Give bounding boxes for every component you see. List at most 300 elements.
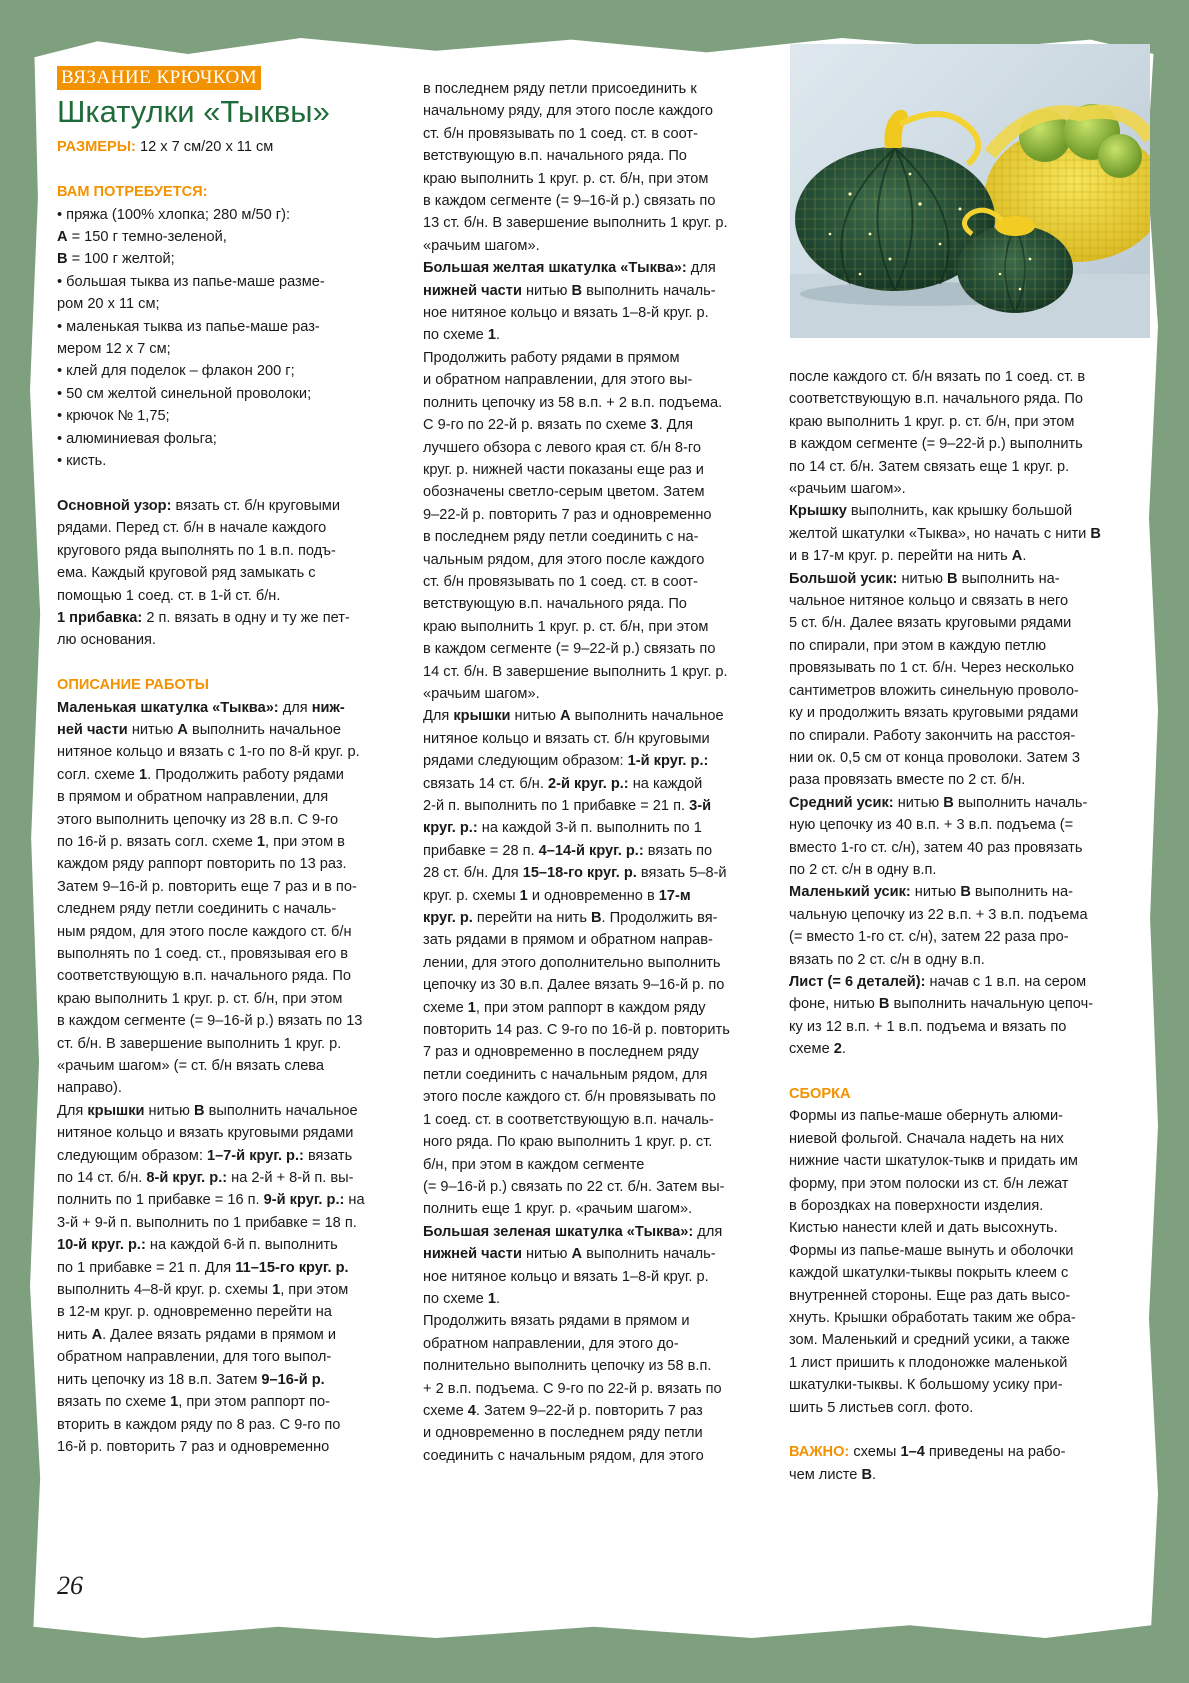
text-line <box>57 1301 387 1323</box>
text-line <box>57 383 387 405</box>
text-line <box>423 168 773 190</box>
text-line <box>789 859 1139 881</box>
text-line <box>789 545 1139 567</box>
text-line <box>57 293 387 315</box>
bold-text: ней части <box>57 721 128 738</box>
text-run: 2-й п. выполнить по 1 прибавке = 21 п. <box>423 798 690 814</box>
text-line <box>57 495 387 517</box>
text-run: краю выполнить 1 круг. р. ст. б/н, при этом <box>423 170 709 187</box>
text-line <box>423 1064 773 1086</box>
text-line <box>423 257 773 279</box>
text-run: нитяное кольцо и вязать с 1-го по 8-й круг. р. <box>57 744 360 761</box>
section-heading: СБОРКА <box>789 1085 851 1102</box>
text-line <box>423 638 773 660</box>
text-run: 1 лист пришить к плодоножке маленькой <box>789 1354 1068 1371</box>
text-line <box>423 616 773 638</box>
text-line <box>57 1077 387 1099</box>
text-run: , при этом в <box>265 833 345 850</box>
text-run: по 2 ст. с/н в одну в.п. <box>789 861 937 878</box>
bold-text: Лист (= 6 деталей): <box>789 973 926 990</box>
text-line <box>789 366 1139 388</box>
text-run: ное нитяное кольцо и вязать 1–8-й круг. р. <box>423 1268 709 1285</box>
text-line <box>789 500 1139 522</box>
text-line <box>423 1378 773 1400</box>
text-line <box>57 562 387 584</box>
bold-text: В <box>943 794 954 811</box>
text-run: • клей для поделок – флакон 200 г; <box>57 363 295 380</box>
text-run: . Затем 9–22-й р. повторить 7 раз <box>475 1402 703 1419</box>
bold-text: ниж- <box>311 699 345 716</box>
text-run: выполнить началь- <box>582 1246 716 1263</box>
text-run: 16-й р. повторить 7 раз и одновременно <box>57 1438 330 1455</box>
text-line <box>423 212 773 234</box>
text-run: вязать по <box>643 842 713 859</box>
text-run: , при этом <box>280 1282 349 1299</box>
text-run: перейти на нить <box>472 910 591 927</box>
text-run: петли соединить с начальным рядом, для <box>423 1066 708 1083</box>
bold-text: В <box>57 251 68 268</box>
text-run: направо). <box>57 1080 122 1097</box>
text-run: 13 ст. б/н. В завершение выполнить 1 круг. р. <box>423 215 728 232</box>
bold-text: А <box>57 229 68 246</box>
text-run: ниевой фольгой. Сначала надеть на них <box>789 1130 1064 1147</box>
text-run: вместо 1-го ст. с/н), затем 40 раз провязать <box>789 839 1083 856</box>
text-run: следнем ряду петли соединить с началь- <box>57 901 337 918</box>
text-run: на каждой <box>628 775 703 792</box>
text-run: выполнить начальную цепоч- <box>889 996 1094 1013</box>
text-line <box>57 1010 387 1032</box>
text-line <box>423 817 773 839</box>
text-run: схемы <box>849 1444 901 1461</box>
bold-text: В <box>861 1466 873 1483</box>
text-run: Формы из папье-маше вынуть и оболочки <box>789 1242 1074 1259</box>
text-run: 7 раз и одновременно в последнем ряду <box>423 1044 699 1061</box>
bold-text: 2-й круг. р.: <box>547 775 629 792</box>
text-line <box>57 338 387 360</box>
text-line <box>423 1019 773 1041</box>
text-line <box>57 786 387 808</box>
column-middle-body <box>423 78 773 1467</box>
text-line <box>789 792 1139 814</box>
text-run: по схеме <box>423 1290 488 1307</box>
text-run: Формы из папье-маше обернуть алюми- <box>789 1108 1064 1125</box>
bold-text: крышки <box>453 708 511 725</box>
paragraph-gap <box>57 159 387 181</box>
text-line <box>423 1176 773 1198</box>
text-run: лю основания. <box>57 632 156 649</box>
text-line <box>423 840 773 862</box>
text-line <box>789 568 1139 590</box>
text-run: ст. б/н провязывать по 1 соед. ст. в соот- <box>423 573 698 590</box>
bold-text: 3 <box>650 417 659 434</box>
text-line <box>423 661 773 683</box>
text-line <box>57 1257 387 1279</box>
text-line <box>57 1055 387 1077</box>
text-run: полнить цепочку из 58 в.п. + 2 в.п. подъема. <box>423 394 723 411</box>
text-line <box>423 705 773 727</box>
text-line <box>423 459 773 481</box>
text-run: . <box>841 1041 846 1058</box>
text-line <box>789 635 1139 657</box>
text-line <box>57 629 387 651</box>
text-run: в бороздках на поверхности изделия. <box>789 1198 1044 1215</box>
text-line <box>423 1355 773 1377</box>
paragraph-gap <box>789 1419 1139 1441</box>
text-line <box>423 1109 773 1131</box>
text-line <box>789 1397 1139 1419</box>
bold-text: 1 <box>256 833 265 850</box>
text-line <box>423 1154 773 1176</box>
text-line <box>423 1041 773 1063</box>
text-line <box>789 1083 1139 1105</box>
text-run: нии ок. 0,5 см от конца проволоки. Затем 3 <box>789 749 1080 766</box>
text-run: . <box>1022 548 1027 565</box>
text-run: • пряжа (100% хлопка; 280 м/50 г): <box>57 206 291 223</box>
text-line <box>423 392 773 414</box>
text-run: ром 20 х 11 см; <box>57 296 160 313</box>
text-run: Затем 9–16-й р. повторить еще 7 раз и в по- <box>57 878 357 895</box>
section-heading: ОПИСАНИЕ РАБОТЫ <box>57 677 209 694</box>
text-line <box>423 347 773 369</box>
text-line <box>57 1279 387 1301</box>
text-run: выполнять по 1 соед. ст., провязывая его в <box>57 945 349 962</box>
text-line <box>789 1105 1139 1127</box>
bold-text: 1–4 <box>900 1444 925 1461</box>
text-line <box>423 1266 773 1288</box>
text-line <box>423 974 773 996</box>
text-run: каждой шкатулки-тыквы покрыть клеем с <box>789 1265 1069 1282</box>
text-run: выполнить, как крышку большой <box>846 503 1073 520</box>
text-run: сантиметров вложить синельную проволо- <box>789 682 1079 699</box>
text-line <box>57 809 387 831</box>
text-run: • большая тыква из папье-маше разме- <box>57 273 325 290</box>
text-line <box>57 181 387 203</box>
bold-text: 15–18-го круг. р. <box>522 865 637 882</box>
bold-text: 1 <box>467 999 476 1016</box>
text-line <box>423 885 773 907</box>
text-line <box>789 478 1139 500</box>
text-run: для <box>278 699 312 716</box>
text-line <box>57 876 387 898</box>
text-run: в каждом сегменте (= 9–22-й р.) выполнить <box>789 436 1083 453</box>
text-line <box>789 433 1139 455</box>
text-line <box>789 1016 1139 1038</box>
text-run: нижние части шкатулок-тыкв и придать им <box>789 1153 1078 1170</box>
text-line <box>423 302 773 324</box>
text-run: • 50 см желтой синельной проволоки; <box>57 385 312 402</box>
bold-text: Большой усик: <box>789 570 898 587</box>
text-line <box>423 481 773 503</box>
text-run: • крючок № 1,75; <box>57 408 170 425</box>
text-line <box>789 971 1139 993</box>
text-line <box>57 1033 387 1055</box>
text-run: 1 соед. ст. в соответствующую в.п. началь- <box>423 1111 714 1128</box>
text-run: ветствующую в.п. начального ряда. По <box>423 596 687 613</box>
text-run: вязать ст. б/н круговыми <box>171 497 340 514</box>
text-line <box>789 904 1139 926</box>
text-run: желтой шкатулки «Тыква», но начать с нити <box>789 525 1091 542</box>
bold-text: круг. р.: <box>423 820 478 837</box>
text-run: круг. р. нижней части показаны еще раз и <box>423 461 704 478</box>
text-line <box>789 523 1139 545</box>
text-line <box>57 607 387 629</box>
text-run: по 1 прибавке = 21 п. Для <box>57 1259 236 1276</box>
section-heading: ВАЖНО: <box>789 1444 850 1461</box>
text-line <box>423 100 773 122</box>
bold-text: 17-м <box>658 887 691 904</box>
text-run: вязать 5–8-й <box>636 865 727 882</box>
text-run: вязать по 2 ст. с/н в одну в.п. <box>789 951 985 968</box>
bold-text: нижней части <box>423 282 522 299</box>
text-run: лучшего обзора с левого края ст. б/н 8-го <box>423 439 702 456</box>
text-run: ку и продолжить вязать круговыми рядами <box>789 705 1079 722</box>
bold-text: 11–15-го круг. р. <box>235 1259 349 1276</box>
text-line <box>57 1100 387 1122</box>
bold-text: Маленький усик: <box>789 884 911 901</box>
text-line <box>57 1167 387 1189</box>
bold-text: круг. р. <box>423 910 473 927</box>
text-line <box>789 702 1139 724</box>
text-run: Продолжить работу рядами в прямом <box>423 349 680 366</box>
text-run: нитью <box>893 794 944 811</box>
bold-text: 1 <box>272 1282 281 1299</box>
text-run: начальному ряду, для этого после каждого <box>423 103 713 120</box>
column-left-body <box>57 136 387 1458</box>
text-line <box>789 456 1139 478</box>
text-run: = 100 г желтой; <box>67 251 175 268</box>
text-line <box>423 750 773 772</box>
text-run: нитью <box>910 884 961 901</box>
text-run: по 16-й р. вязать согл. схеме <box>57 833 257 850</box>
text-line <box>423 235 773 257</box>
text-line <box>423 997 773 1019</box>
text-line <box>789 590 1139 612</box>
column-right <box>789 366 1139 1486</box>
text-run: «рачьим шагом». <box>789 481 906 498</box>
text-run: рядами. Перед ст. б/н в начале каждого <box>57 520 327 537</box>
text-run: (= вместо 1-го ст. с/н), затем 22 раза про- <box>789 929 1069 946</box>
text-line <box>423 1400 773 1422</box>
text-line <box>423 324 773 346</box>
text-line <box>789 881 1139 903</box>
text-line <box>789 993 1139 1015</box>
bold-text: 4–14-й круг. р.: <box>538 842 644 859</box>
text-run: ную цепочку из 40 в.п. + 3 в.п. подъема (= <box>789 817 1074 834</box>
text-run: . <box>872 1466 877 1483</box>
text-line <box>57 1122 387 1144</box>
text-line <box>423 683 773 705</box>
text-line <box>789 1352 1139 1374</box>
text-run: Кистью нанести клей и дать высохнуть. <box>789 1220 1058 1237</box>
text-line <box>789 612 1139 634</box>
text-run: выполнить начальное <box>187 721 341 738</box>
text-line <box>57 1212 387 1234</box>
text-line <box>789 814 1139 836</box>
text-line <box>57 271 387 293</box>
section-heading: ВАМ ПОТРЕБУЕТСЯ: <box>57 184 208 201</box>
text-line <box>423 549 773 571</box>
text-run: хнуть. Крышки обработать таким же обра- <box>789 1310 1076 1327</box>
bold-text: 10-й круг. р.: <box>57 1237 146 1254</box>
text-run: 14 ст. б/н. В завершение выполнить 1 круг. р. <box>423 663 728 680</box>
bold-text: 1 <box>138 766 148 783</box>
bold-text: 1-й круг. р.: <box>627 753 709 770</box>
text-line <box>423 593 773 615</box>
text-run: чем листе <box>789 1466 862 1483</box>
text-line <box>423 526 773 548</box>
text-line <box>789 769 1139 791</box>
text-run: внутренней стороны. Еще раз дать высо- <box>789 1287 1071 1304</box>
text-line <box>57 898 387 920</box>
bold-text: нижней части <box>423 1246 522 1263</box>
text-run: по спирали. Работу закончить на расстоя- <box>789 727 1076 744</box>
text-run: лении, для этого дополнительно выполнить <box>423 954 721 971</box>
text-line <box>57 1346 387 1368</box>
text-run: по 14 ст. б/н. Затем связать еще 1 круг. р. <box>789 458 1070 475</box>
text-run: по 14 ст. б/н. <box>57 1170 147 1187</box>
text-run: соединить с начальным рядом, для этого <box>423 1447 704 1464</box>
text-line <box>789 1150 1139 1172</box>
text-line <box>57 1189 387 1211</box>
text-line <box>57 921 387 943</box>
text-run: ветствующую в.п. начального ряда. По <box>423 148 687 165</box>
bold-text: 1 <box>170 1394 179 1411</box>
text-line <box>789 1128 1139 1150</box>
text-run: кругового ряда выполнять по 1 в.п. подъ- <box>57 542 336 559</box>
text-line <box>57 988 387 1010</box>
text-run: краю выполнить 1 круг. р. ст. б/н, при этом <box>789 413 1075 430</box>
text-run: полнительно выполнить цепочку из 58 в.п. <box>423 1358 712 1375</box>
bold-text: 1 <box>519 887 528 904</box>
text-run: 5 ст. б/н. Далее вязать круговыми рядами <box>789 615 1072 632</box>
text-run: мером 12 х 7 см; <box>57 341 171 358</box>
bold-text: А <box>571 1246 583 1263</box>
text-line <box>57 405 387 427</box>
text-run: + 2 в.п. подъема. С 9-го по 22-й р. вязать по <box>423 1380 722 1397</box>
text-run: на каждой 3-й п. выполнить по 1 <box>477 820 702 837</box>
text-run: нитью <box>510 708 561 725</box>
text-run: на <box>344 1192 365 1209</box>
text-run: полнить еще 1 круг. р. «рачьим шагом». <box>423 1201 693 1218</box>
text-line <box>423 1333 773 1355</box>
page-number: 26 <box>57 1571 83 1600</box>
text-line <box>57 428 387 450</box>
text-run: . Продолжить работу рядами <box>147 766 344 783</box>
text-line <box>423 1445 773 1467</box>
column-left <box>57 66 387 1458</box>
text-run: схеме <box>423 1402 468 1419</box>
text-line <box>423 123 773 145</box>
text-line <box>423 369 773 391</box>
text-line <box>423 437 773 459</box>
text-line <box>789 1240 1139 1262</box>
text-line <box>789 680 1139 702</box>
bold-text: Средний усик: <box>789 794 894 811</box>
text-line <box>57 517 387 539</box>
bold-text: А <box>560 708 571 725</box>
text-line <box>789 725 1139 747</box>
text-run: нитяное кольцо и вязать ст. б/н круговыми <box>423 730 710 747</box>
text-line <box>423 952 773 974</box>
text-run: по спирали, при этом в каждую петлю <box>789 637 1047 654</box>
bold-text: 2 <box>833 1041 842 1058</box>
text-run: ст. б/н провязывать по 1 соед. ст. в соот- <box>423 125 698 142</box>
text-run: повторить 14 раз. С 9-го по 16-й р. повторить <box>423 1022 730 1039</box>
text-run: б/н, при этом в каждом сегменте <box>423 1156 645 1173</box>
text-run: 9–22-й р. повторить 7 раз и одновременно <box>423 506 712 523</box>
text-run: круг. р. схемы <box>423 887 520 904</box>
text-run: по схеме <box>423 327 488 344</box>
text-run: 2 п. вязать в одну и ту же пет- <box>142 609 350 626</box>
text-run: вязать по схеме <box>57 1394 171 1411</box>
text-line <box>789 926 1139 948</box>
text-run: фоне, нитью <box>789 996 879 1013</box>
text-line <box>789 411 1139 433</box>
text-line <box>423 78 773 100</box>
bold-text: В <box>878 996 890 1013</box>
text-run: нитяное кольцо и вязать круговыми рядами <box>57 1125 354 1142</box>
text-run: приведены на рабо- <box>924 1444 1066 1461</box>
text-run: согл. схеме <box>57 766 139 783</box>
text-run: нитью <box>144 1102 195 1119</box>
text-line <box>57 1234 387 1256</box>
text-run: раза провязать вместе по 2 ст. б/н. <box>789 772 1026 789</box>
text-run: чальную цепочку из 22 в.п. + 3 в.п. подъема <box>789 906 1088 923</box>
text-run: каждом ряду раппорт повторить по 13 раз. <box>57 856 347 873</box>
bold-text: Маленькая шкатулка «Тыква»: <box>57 699 279 716</box>
text-run: нитью <box>521 1246 572 1263</box>
text-run: обозначены светло-серым цветом. Затем <box>423 484 705 501</box>
text-line <box>57 965 387 987</box>
text-line <box>57 1414 387 1436</box>
text-run: этого выполнить цепочку из 28 в.п. С 9-го <box>57 811 339 828</box>
text-line <box>789 949 1139 971</box>
text-line <box>57 943 387 965</box>
text-run: «рачьим шагом». <box>423 237 540 254</box>
text-run: цепочку из 30 в.п. Далее вязать 9–16-й р. по <box>423 977 725 994</box>
text-run: в 12-м круг. р. одновременно перейти на <box>57 1304 332 1321</box>
text-line <box>423 1198 773 1220</box>
text-line <box>789 657 1139 679</box>
bold-text: А <box>177 721 188 738</box>
text-run: начав с 1 в.п. на сером <box>925 973 1087 990</box>
text-run: на каждой 6-й п. выполнить <box>145 1237 338 1254</box>
text-line <box>57 360 387 382</box>
text-line <box>423 1131 773 1153</box>
text-run: провязывать по 1 ст. б/н. Через несколько <box>789 660 1074 677</box>
text-run: 12 x 7 см/20 x 11 см <box>135 139 274 156</box>
text-run: 28 ст. б/н. Для <box>423 865 523 882</box>
bold-text: В <box>1090 525 1101 542</box>
text-run: выполнить 4–8-й круг. р. схемы <box>57 1282 273 1299</box>
text-line <box>423 145 773 167</box>
text-run: . <box>495 327 501 344</box>
text-line <box>57 1145 387 1167</box>
text-line <box>57 853 387 875</box>
text-run: выполнить на- <box>957 570 1060 587</box>
text-line <box>789 1441 1139 1463</box>
pumpkin-boxes-photo <box>790 44 1150 338</box>
text-line <box>57 450 387 472</box>
text-run: и в 17-м круг. р. перейти на нить <box>789 548 1012 565</box>
text-run: схеме <box>789 1041 834 1058</box>
text-run: , при этом раппорт в каждом ряду <box>475 999 706 1016</box>
text-run: Для <box>423 708 454 725</box>
bold-text: А <box>1011 548 1023 565</box>
bold-text: 9-й круг. р.: <box>263 1192 345 1209</box>
bold-text: Крышку <box>789 503 847 520</box>
text-run: • алюминиевая фольга; <box>57 430 217 447</box>
